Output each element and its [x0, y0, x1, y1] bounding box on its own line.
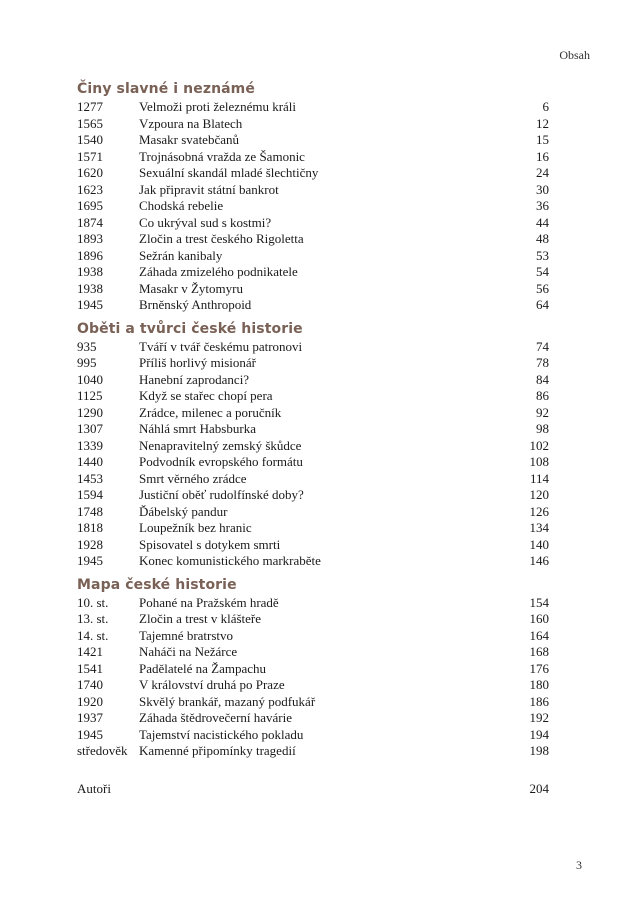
- toc-entry[interactable]: [77, 710, 549, 727]
- toc-entry-page: 204: [529, 781, 549, 796]
- toc-entry-year: 1571: [77, 148, 103, 164]
- toc-entry-title: Smrt věrného zrádce: [139, 470, 247, 486]
- toc-entry[interactable]: [77, 454, 549, 471]
- toc-entry-title: Tajemné bratrstvo: [139, 627, 234, 643]
- toc-entry[interactable]: [77, 677, 549, 694]
- toc-entry-page: 6: [542, 99, 549, 114]
- toc-entry-page: 78: [536, 355, 549, 370]
- toc-entry[interactable]: [77, 421, 549, 438]
- toc-entry-year: 1125: [77, 388, 103, 403]
- toc-entry-title: Justiční oběť rudolfínské doby?: [139, 487, 304, 502]
- toc-entry[interactable]: [77, 628, 549, 645]
- toc-entry-year: 1938: [77, 280, 103, 296]
- toc-entry-year: 1695: [77, 198, 103, 213]
- toc-entry-page: 15: [536, 132, 549, 147]
- toc-entry-title: Zločin a trest českého Rigoletta: [139, 231, 304, 246]
- toc-entry-year: středověk: [77, 743, 128, 758]
- toc-entry-page: 102: [529, 437, 549, 453]
- toc-entry-title: V království druhá po Praze: [139, 677, 285, 692]
- toc-entry-year: 1541: [77, 660, 103, 676]
- toc-entry-title: Sexuální skandál mladé šlechtičny: [139, 165, 319, 180]
- toc-entry-title: Velmoži proti železnému králi: [139, 99, 297, 114]
- toc-entry[interactable]: [77, 116, 549, 133]
- toc-entry-title: Nenapravitelný zemský škůdce: [139, 437, 302, 453]
- toc-entry-year: 1290: [77, 404, 103, 420]
- toc-entry-page: 48: [536, 231, 549, 246]
- toc-entry-year: 1453: [77, 470, 103, 486]
- toc-entry-title: Hanební zaprodanci?: [139, 371, 250, 387]
- toc-entry-page: 53: [536, 247, 549, 263]
- toc-section: [77, 320, 549, 570]
- toc-entry-page: 186: [529, 693, 549, 709]
- toc-entry-year: 1818: [77, 520, 103, 535]
- toc-entry[interactable]: [77, 248, 549, 265]
- toc-entry-page: 160: [529, 611, 549, 626]
- toc-entry-year: 1928: [77, 536, 103, 552]
- toc-entry[interactable]: [77, 595, 549, 612]
- toc-entry[interactable]: [77, 537, 549, 554]
- toc-entry[interactable]: [77, 372, 549, 389]
- toc-entry-year: 1740: [77, 677, 103, 692]
- toc-entry[interactable]: [77, 355, 549, 372]
- toc-entry-title: Trojnásobná vražda ze Šamonic: [139, 148, 305, 164]
- toc-entry-page: 30: [536, 181, 549, 197]
- toc-entry-page: 86: [536, 388, 549, 403]
- toc-entry-year: 1945: [77, 297, 103, 312]
- toc-entry-page: 16: [536, 148, 549, 164]
- toc-entry-year: 1620: [77, 165, 103, 180]
- toc-entry-title: Padělatelé na Žampachu: [139, 660, 267, 676]
- toc-entry-title: Co ukrýval sud s kostmi?: [139, 214, 272, 230]
- toc-entry[interactable]: [77, 694, 549, 711]
- toc-entry[interactable]: [77, 553, 549, 570]
- section-heading: Mapa české historie: [77, 576, 237, 593]
- toc-entry-title: Chodská rebelie: [139, 198, 224, 213]
- toc-entry[interactable]: [77, 215, 549, 232]
- toc-entry-year: 1945: [77, 726, 103, 742]
- toc-entry-page: 36: [536, 198, 549, 213]
- toc-entry-year: 14. st.: [77, 627, 109, 643]
- toc-entry-page: 192: [529, 710, 549, 725]
- toc-entry[interactable]: [77, 727, 549, 744]
- toc-entry-year: 1874: [77, 214, 103, 230]
- toc-entry-page: 54: [536, 264, 549, 279]
- toc-entry-year: 995: [77, 355, 97, 370]
- toc-entry-page: 134: [529, 520, 549, 535]
- toc-entry[interactable]: [77, 339, 549, 356]
- toc-entry-year: 1623: [77, 181, 103, 197]
- toc-entry-page: 44: [536, 214, 549, 230]
- toc-entry-title: Jak připravit státní bankrot: [139, 181, 279, 197]
- toc-entry-page: 140: [529, 536, 549, 552]
- toc-entry-year: 1565: [77, 115, 103, 131]
- toc-entry-title: Tváří v tvář českému patronovi: [139, 338, 303, 354]
- toc-entry-title: Záhada štědrovečerní havárie: [139, 710, 293, 725]
- toc-entry-title: Zločin a trest v klášteře: [139, 611, 262, 626]
- toc-entry-title: Zrádce, milenec a poručník: [139, 404, 282, 420]
- toc-entry-title: Podvodník evropského formátu: [139, 454, 303, 469]
- toc-entry-page: 114: [529, 470, 549, 486]
- toc-entry[interactable]: [77, 438, 549, 455]
- toc-entry-title: Příliš horlivý misionář: [139, 355, 256, 370]
- toc-entry-page: 56: [536, 280, 549, 296]
- toc-entry[interactable]: [77, 471, 549, 488]
- toc-entry[interactable]: [77, 520, 549, 537]
- table-of-contents: [77, 80, 549, 766]
- toc-entry-title: Brněnský Anthropoid: [139, 297, 252, 312]
- toc-entry-page: 92: [536, 404, 549, 420]
- toc-entry-year: 935: [77, 338, 97, 354]
- toc-entry-page: 154: [529, 594, 549, 610]
- toc-entry-title: Naháči na Nežárce: [139, 644, 238, 659]
- toc-entry-year: 1920: [77, 693, 103, 709]
- toc-entry-year: 1277: [77, 99, 103, 114]
- toc-entry-page: 180: [529, 677, 549, 692]
- toc-entry-year: 13. st.: [77, 611, 109, 626]
- toc-entry-year: 1040: [77, 371, 103, 387]
- toc-entry-title: Když se stařec chopí pera: [139, 388, 273, 403]
- toc-entry-title: Skvělý brankář, mazaný podfukář: [139, 693, 316, 709]
- toc-entry-year: 1421: [77, 644, 103, 659]
- toc-entry[interactable]: [77, 231, 549, 248]
- toc-entry[interactable]: [77, 149, 549, 166]
- toc-entry-page: 176: [529, 660, 549, 676]
- toc-entry[interactable]: [77, 487, 549, 504]
- toc-entry-page: 146: [529, 553, 549, 568]
- toc-entry-title: Ďábelský pandur: [139, 503, 228, 519]
- toc-entry-title: Náhlá smrt Habsburka: [139, 421, 256, 436]
- toc-entry[interactable]: [77, 264, 549, 281]
- toc-entry[interactable]: [77, 504, 549, 521]
- toc-entry[interactable]: [77, 297, 549, 314]
- toc-entry[interactable]: [77, 198, 549, 215]
- toc-entry-page: 168: [529, 644, 549, 659]
- toc-entry-page: 120: [529, 487, 549, 502]
- toc-entry[interactable]: [77, 405, 549, 422]
- toc-entry-page: 98: [536, 421, 549, 436]
- toc-entry-page: 84: [536, 371, 549, 387]
- running-head: Obsah: [559, 48, 590, 62]
- toc-entry-year: 1748: [77, 503, 103, 519]
- toc-entry[interactable]: [77, 99, 549, 116]
- toc-entry-page: 24: [536, 165, 549, 180]
- section-heading: Oběti a tvůrci české historie: [77, 320, 303, 337]
- toc-entry-page: 74: [536, 338, 549, 354]
- toc-entry-title: Loupežník bez hranic: [139, 520, 252, 535]
- toc-entry-title: Vzpoura na Blatech: [139, 115, 243, 131]
- toc-entry-page: 64: [536, 297, 549, 312]
- section-heading: Činy slavné i neznámé: [77, 81, 255, 97]
- page-number: 3: [576, 858, 582, 872]
- toc-entry[interactable]: [77, 132, 549, 149]
- toc-entry-title: Masakr svatebčanů: [139, 132, 239, 147]
- toc-entry[interactable]: [77, 644, 549, 661]
- toc-entry-year: 1540: [77, 132, 103, 147]
- toc-entry-year: 1307: [77, 421, 103, 436]
- toc-entry[interactable]: [77, 182, 549, 199]
- toc-entry-title: Pohané na Pražském hradě: [139, 594, 279, 610]
- toc-entry-title: Konec komunistického markraběte: [139, 553, 321, 568]
- toc-entry-page: 194: [529, 726, 549, 742]
- toc-entry-title: Masakr v Žytomyru: [139, 280, 243, 296]
- toc-entry-title: Autoři: [77, 781, 111, 796]
- toc-entry[interactable]: [77, 388, 549, 405]
- toc-entry-page: 108: [529, 454, 549, 469]
- toc-section: [77, 576, 549, 760]
- toc-entry-year: 1937: [77, 710, 103, 725]
- toc-entry-page: 198: [529, 743, 549, 758]
- toc-entry-year: 1945: [77, 553, 103, 568]
- toc-entry-title: Sežrán kanibaly: [139, 247, 223, 263]
- toc-entry[interactable]: [77, 281, 549, 298]
- authors-entry[interactable]: [77, 781, 549, 798]
- toc-entry[interactable]: [77, 165, 549, 182]
- toc-entry-page: 126: [529, 503, 549, 519]
- toc-section: [77, 80, 549, 314]
- toc-entry-title: Tajemství nacistického pokladu: [139, 726, 304, 742]
- toc-entry[interactable]: [77, 661, 549, 678]
- toc-entry-title: Záhada zmizelého podnikatele: [139, 264, 298, 279]
- toc-entry-year: 1893: [77, 231, 103, 246]
- toc-entry-year: 1896: [77, 247, 103, 263]
- toc-entry-page: 164: [529, 627, 549, 643]
- toc-entry-year: 10. st.: [77, 594, 109, 610]
- toc-entry-page: 12: [536, 115, 549, 131]
- toc-entry-year: 1594: [77, 487, 103, 502]
- toc-entry[interactable]: [77, 743, 549, 760]
- toc-entry-year: 1339: [77, 437, 103, 453]
- toc-entry-title: Spisovatel s dotykem smrti: [139, 536, 281, 552]
- toc-entry-year: 1440: [77, 454, 103, 469]
- toc-entry-year: 1938: [77, 264, 103, 279]
- toc-entry[interactable]: [77, 611, 549, 628]
- toc-entry-title: Kamenné připomínky tragedií: [139, 743, 296, 758]
